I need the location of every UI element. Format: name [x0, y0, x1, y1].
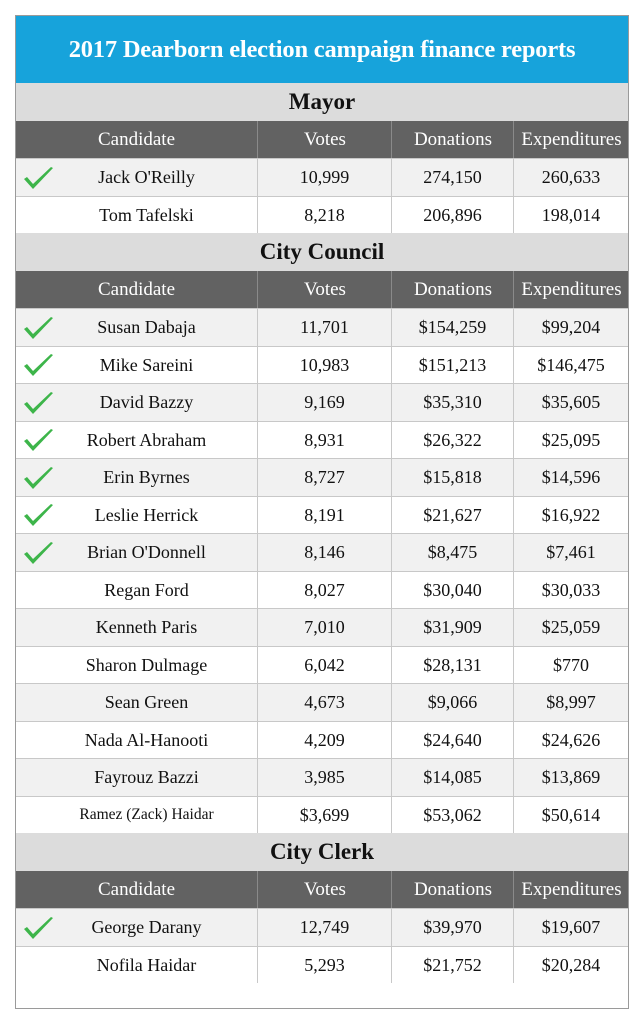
candidate-cell	[16, 609, 257, 646]
expenditures-cell	[513, 572, 628, 608]
votes-cell	[257, 459, 391, 496]
votes-cell	[257, 422, 391, 458]
cell-value: 12,749	[299, 917, 350, 937]
cell-value: 198,014	[541, 204, 601, 225]
winner-check-icon	[22, 540, 54, 566]
candidate-cell	[16, 459, 257, 496]
cell-value: $8,997	[546, 692, 596, 712]
donations-cell	[391, 534, 513, 571]
donations-cell	[391, 572, 513, 608]
cell-value: 5,293	[304, 954, 345, 975]
votes-cell	[257, 722, 391, 758]
expenditures-cell	[513, 759, 628, 796]
cell-value: $35,310	[423, 392, 482, 412]
table-row	[16, 571, 628, 608]
cell-value: $39,970	[423, 917, 482, 937]
donations-cell	[391, 909, 513, 946]
cell-value: 6,042	[304, 654, 345, 675]
candidate-name: Ramez (Zack) Haidar	[79, 806, 214, 823]
votes-cell	[257, 947, 391, 983]
expenditures-cell	[513, 197, 628, 233]
cell-value: $154,259	[418, 317, 487, 337]
column-header: Donations	[391, 871, 514, 908]
column-header: Expenditures	[513, 271, 629, 308]
candidate-cell	[16, 309, 257, 346]
cell-value: 8,191	[304, 504, 345, 525]
cell-value: $7,461	[546, 542, 596, 562]
votes-cell	[257, 647, 391, 683]
votes-cell	[257, 909, 391, 946]
cell-value: $35,605	[541, 392, 601, 412]
candidate-cell	[16, 572, 257, 608]
cell-value: $25,059	[541, 617, 601, 637]
votes-cell	[257, 197, 391, 233]
section-heading: Mayor	[16, 83, 628, 121]
expenditures-cell	[513, 159, 628, 196]
expenditures-cell	[513, 684, 628, 721]
candidate-cell	[16, 647, 257, 683]
votes-cell	[257, 309, 391, 346]
candidate-cell	[16, 722, 257, 758]
cell-value: $53,062	[423, 804, 482, 825]
cell-value: 8,931	[304, 429, 345, 450]
donations-cell	[391, 197, 513, 233]
table-row	[16, 308, 628, 346]
cell-value: $3,699	[299, 804, 350, 825]
cell-value: 3,985	[304, 767, 345, 787]
expenditures-cell	[513, 422, 628, 458]
cell-value: $8,475	[427, 542, 478, 562]
column-header: Votes	[257, 271, 392, 308]
table-row	[16, 458, 628, 496]
cell-value: $31,909	[423, 617, 482, 637]
cell-value: $19,607	[541, 917, 601, 937]
expenditures-cell	[513, 609, 628, 646]
cell-value: 260,633	[541, 167, 601, 187]
donations-cell	[391, 422, 513, 458]
column-header: Candidate	[97, 128, 176, 150]
votes-cell	[257, 347, 391, 383]
cell-value: $50,614	[541, 804, 601, 825]
winner-check-icon	[22, 165, 54, 191]
cell-value: $770	[553, 654, 589, 675]
cell-value: $21,627	[423, 504, 482, 525]
candidate-name: David Bazzy	[99, 392, 194, 412]
winner-check-icon	[22, 465, 54, 491]
cell-value: $146,475	[537, 354, 605, 375]
cell-value: $26,322	[423, 429, 482, 450]
candidate-name: Mike Sareini	[99, 354, 194, 375]
table-row	[16, 533, 628, 571]
cell-value: $16,922	[541, 504, 601, 525]
cell-value: 8,027	[304, 579, 345, 600]
expenditures-cell	[513, 309, 628, 346]
table-row	[16, 683, 628, 721]
donations-cell	[391, 647, 513, 683]
table-row	[16, 158, 628, 196]
table-row	[16, 721, 628, 758]
donations-cell	[391, 797, 513, 833]
donations-cell	[391, 497, 513, 533]
winner-check-icon	[22, 427, 54, 453]
cell-value: 206,896	[423, 204, 482, 225]
table-row	[16, 346, 628, 383]
candidate-name: George Darany	[91, 917, 202, 937]
cell-value: $25,095	[541, 429, 601, 450]
donations-cell	[391, 159, 513, 196]
expenditures-cell	[513, 909, 628, 946]
winner-check-icon	[22, 315, 54, 341]
expenditures-cell	[513, 534, 628, 571]
cell-value: 10,999	[299, 167, 350, 187]
donations-cell	[391, 759, 513, 796]
votes-cell	[257, 384, 391, 421]
expenditures-cell	[513, 347, 628, 383]
candidate-name: Robert Abraham	[86, 429, 207, 450]
donations-cell	[391, 684, 513, 721]
votes-cell	[257, 572, 391, 608]
candidate-name: Jack O'Reilly	[98, 167, 195, 187]
table-row	[16, 196, 628, 233]
candidate-name: Brian O'Donnell	[87, 542, 206, 562]
candidate-cell	[16, 534, 257, 571]
cell-value: $99,204	[541, 317, 601, 337]
cell-value: $24,626	[541, 729, 601, 750]
candidate-name: Nofila Haidar	[96, 954, 197, 975]
votes-cell	[257, 797, 391, 833]
table-row	[16, 383, 628, 421]
candidate-cell	[16, 797, 257, 833]
candidate-cell	[16, 159, 257, 196]
column-header: Candidate	[97, 878, 176, 900]
cell-value: $14,596	[541, 467, 601, 487]
cell-value: 11,701	[300, 317, 349, 337]
expenditures-cell	[513, 384, 628, 421]
column-header-row	[16, 121, 628, 158]
cell-value: 4,673	[304, 692, 345, 712]
column-header: Votes	[257, 121, 392, 158]
candidate-name: Nada Al-Hanooti	[84, 729, 209, 750]
cell-value: $28,131	[423, 654, 482, 675]
candidate-cell	[16, 497, 257, 533]
cell-value: $13,869	[541, 767, 601, 787]
cell-value: 9,169	[304, 392, 345, 412]
column-header: Expenditures	[513, 871, 629, 908]
cell-value: 8,218	[304, 204, 345, 225]
candidate-name: Regan Ford	[104, 579, 189, 600]
candidate-cell	[16, 684, 257, 721]
votes-cell	[257, 159, 391, 196]
votes-cell	[257, 759, 391, 796]
candidate-cell	[16, 197, 257, 233]
cell-value: 274,150	[423, 167, 482, 187]
cell-value: $15,818	[423, 467, 482, 487]
table-row	[16, 908, 628, 946]
votes-cell	[257, 534, 391, 571]
candidate-name: Erin Byrnes	[103, 467, 190, 487]
cell-value: 8,727	[304, 467, 345, 487]
winner-check-icon	[22, 390, 54, 416]
candidate-cell	[16, 759, 257, 796]
donations-cell	[391, 609, 513, 646]
column-header-row	[16, 271, 628, 308]
cell-value: $151,213	[418, 354, 487, 375]
votes-cell	[257, 609, 391, 646]
candidate-name: Tom Tafelski	[99, 204, 194, 225]
votes-cell	[257, 684, 391, 721]
cell-value: $24,640	[423, 729, 482, 750]
donations-cell	[391, 347, 513, 383]
expenditures-cell	[513, 722, 628, 758]
cell-value: $14,085	[423, 767, 482, 787]
section-heading: City Clerk	[16, 833, 628, 871]
table-row	[16, 608, 628, 646]
finance-table	[15, 15, 629, 1009]
donations-cell	[391, 309, 513, 346]
winner-check-icon	[22, 502, 54, 528]
cell-value: 4,209	[304, 729, 345, 750]
candidate-cell	[16, 909, 257, 946]
table-title: 2017 Dearborn election campaign finance reports	[16, 16, 628, 83]
cell-value: 8,146	[304, 542, 345, 562]
column-header: Candidate	[97, 278, 176, 300]
column-header: Donations	[391, 121, 514, 158]
table-row	[16, 758, 628, 796]
donations-cell	[391, 459, 513, 496]
column-header: Votes	[257, 871, 392, 908]
donations-cell	[391, 384, 513, 421]
winner-check-icon	[22, 915, 54, 941]
table-row	[16, 946, 628, 983]
winner-check-icon	[22, 352, 54, 378]
cell-value: $20,284	[541, 954, 601, 975]
candidate-name: Fayrouz Bazzi	[94, 767, 199, 787]
table-row	[16, 796, 628, 833]
candidate-name: Leslie Herrick	[94, 504, 199, 525]
candidate-cell	[16, 947, 257, 983]
expenditures-cell	[513, 797, 628, 833]
cell-value: 10,983	[299, 354, 350, 375]
table-row	[16, 496, 628, 533]
column-header: Donations	[391, 271, 514, 308]
candidate-cell	[16, 347, 257, 383]
expenditures-cell	[513, 459, 628, 496]
table-row	[16, 646, 628, 683]
candidate-cell	[16, 422, 257, 458]
cell-value: $21,752	[423, 954, 482, 975]
candidate-cell	[16, 384, 257, 421]
donations-cell	[391, 947, 513, 983]
section-heading: City Council	[16, 233, 628, 271]
cell-value: 7,010	[304, 617, 345, 637]
column-header: Expenditures	[513, 121, 629, 158]
column-header-row	[16, 871, 628, 908]
cell-value: $30,040	[423, 579, 482, 600]
donations-cell	[391, 722, 513, 758]
candidate-name: Sean Green	[104, 692, 189, 712]
expenditures-cell	[513, 647, 628, 683]
cell-value: $9,066	[427, 692, 478, 712]
cell-value: $30,033	[541, 579, 601, 600]
expenditures-cell	[513, 497, 628, 533]
candidate-name: Kenneth Paris	[95, 617, 198, 637]
candidate-name: Susan Dabaja	[97, 317, 196, 337]
expenditures-cell	[513, 947, 628, 983]
table-row	[16, 421, 628, 458]
candidate-name: Sharon Dulmage	[85, 654, 208, 675]
votes-cell	[257, 497, 391, 533]
